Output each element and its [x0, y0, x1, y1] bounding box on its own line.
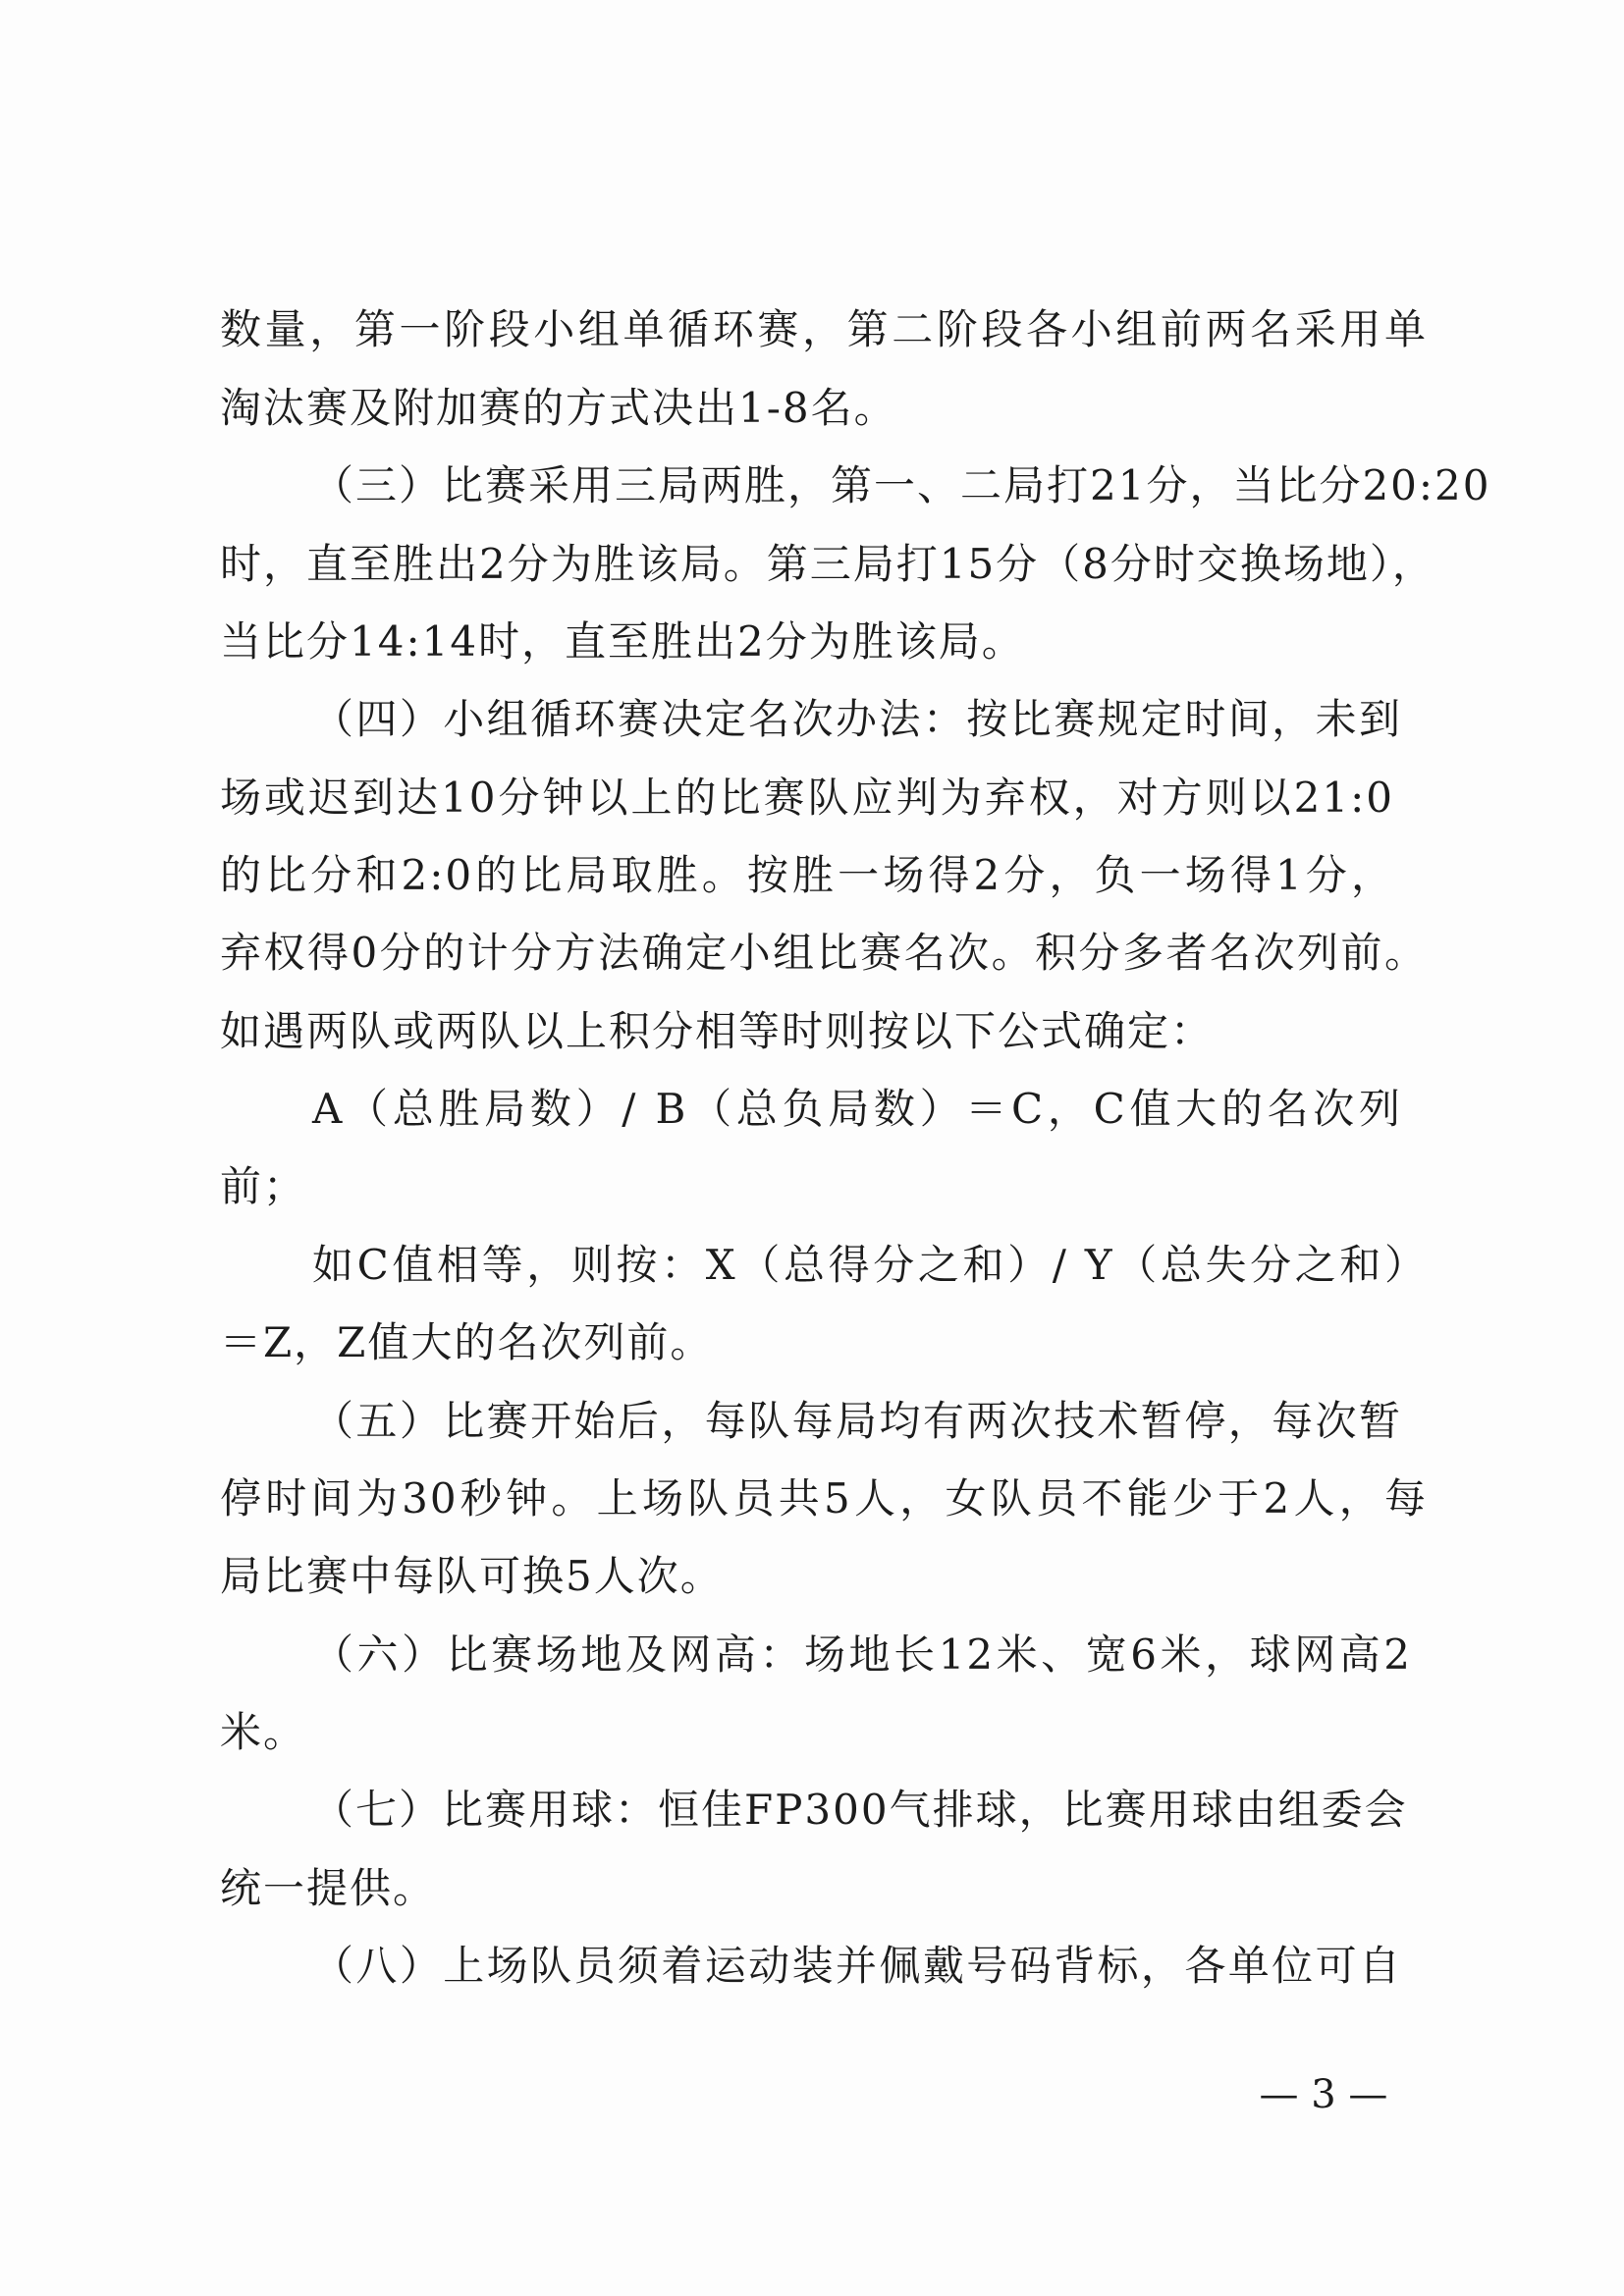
paragraph-line: 场或迟到达10分钟以上的比赛队应判为弃权，对方则以21:0 [220, 774, 1394, 822]
paragraph-line: 如遇两队或两队以上积分相等时则按以下公式确定： [220, 1007, 1215, 1055]
paragraph-line: 淘汰赛及附加赛的方式决出1-8名。 [220, 384, 897, 432]
formula-line: A（总胜局数）/ B（总负局数）＝C，C值大的名次列 [312, 1085, 1402, 1133]
paragraph-line: 的比分和2:0的比局取胜。按胜一场得2分，负一场得1分， [220, 851, 1394, 899]
paragraph-line: 数量，第一阶段小组单循环赛，第二阶段各小组前两名采用单 [220, 305, 1428, 353]
paragraph-line: （四）小组循环赛决定名次办法：按比赛规定时间，未到 [312, 695, 1402, 743]
paragraph-line: 弃权得0分的计分方法确定小组比赛名次。积分多者名次列前。 [220, 929, 1428, 977]
page-number: — 3 — [1259, 2072, 1388, 2117]
paragraph-line: （六）比赛场地及网高：场地长12米、宽6米，球网高2 [312, 1630, 1412, 1679]
formula-line: 如C值相等，则按：X（总得分之和）/ Y（总失分之和） [312, 1241, 1428, 1289]
paragraph-line: 时，直至胜出2分为胜该局。第三局打15分（8分时交换场地）， [220, 540, 1435, 588]
paragraph-line: （八）上场队员须着运动装并佩戴号码背标，各单位可自 [312, 1942, 1402, 1990]
paragraph-line: 米。 [220, 1708, 307, 1756]
paragraph-line: ＝Z，Z值大的名次列前。 [220, 1318, 714, 1366]
paragraph-line: （七）比赛用球：恒佳FP300气排球，比赛用球由组委会 [312, 1786, 1408, 1834]
paragraph-line: 前； [220, 1162, 307, 1210]
paragraph-line: （三）比赛采用三局两胜，第一、二局打21分，当比分20:20 [312, 461, 1491, 509]
paragraph-line: 统一提供。 [220, 1864, 437, 1912]
paragraph-line: 局比赛中每队可换5人次。 [220, 1552, 724, 1600]
paragraph-line: 当比分14:14时，直至胜出2分为胜该局。 [220, 617, 1025, 666]
paragraph-line: 停时间为30秒钟。上场队员共5人，女队员不能少于2人，每 [220, 1474, 1428, 1522]
paragraph-line: （五）比赛开始后，每队每局均有两次技术暂停，每次暂 [312, 1397, 1402, 1445]
